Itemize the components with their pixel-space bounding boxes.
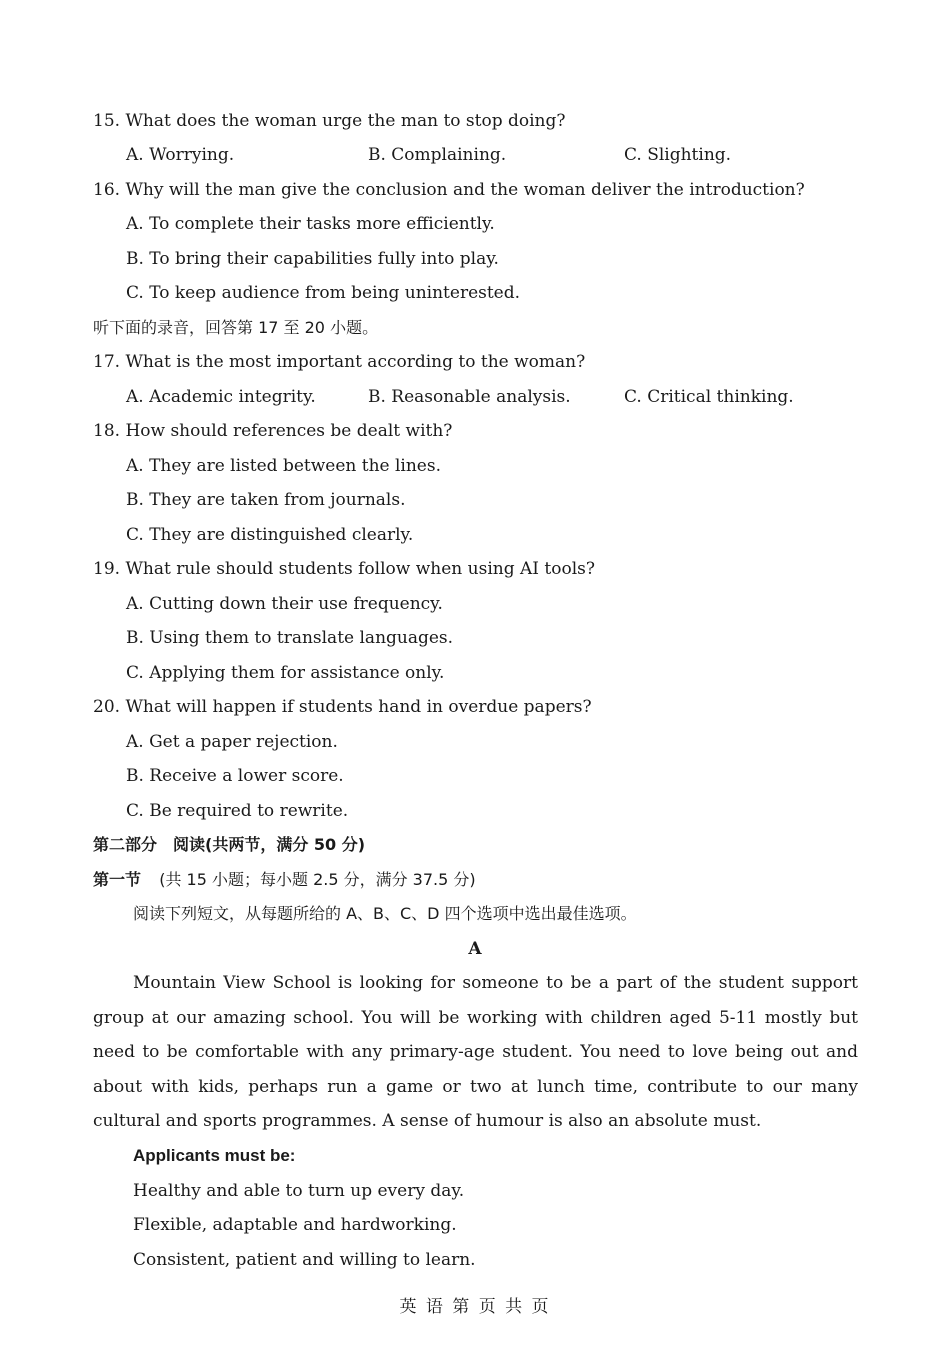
- section-one-label: 第一节: [93, 870, 142, 889]
- option-a: A. To complete their tasks more efficiently.: [126, 214, 495, 234]
- option-a: A. Academic integrity.: [126, 387, 316, 407]
- question-stem: 20. What will happen if students hand in overdue papers?: [93, 697, 592, 717]
- passage-paragraph: [93, 966, 858, 1139]
- question-stem: 17. What is the most important according to the woman?: [93, 352, 586, 372]
- passage-paragraph-text: Mountain View School is looking for someone to be a part of the student support group at our amazing school. You will be working with children aged 5-11 mostly but need to be comfortable with any primary-age student. You need to love being out and about with kids, perhaps run a game or two at lunch time, contribute to our many cultural and sports programmes. A sense of humour is also an absolute must.: [93, 973, 858, 1131]
- requirement-item: Consistent, patient and willing to learn.: [133, 1250, 476, 1270]
- question-stem: 15. What does the woman urge the man to stop doing?: [93, 111, 566, 131]
- requirement-item: Healthy and able to turn up every day.: [133, 1181, 465, 1201]
- option-b: B. They are taken from journals.: [126, 490, 406, 510]
- option-b: B. Using them to translate languages.: [126, 628, 454, 648]
- section-one-note: (共 15 小题；每小题 2.5 分，满分 37.5 分): [159, 870, 476, 889]
- part-two-title: 第二部分 阅读(共两节，满分 50 分): [93, 835, 366, 854]
- option-c: C. They are distinguished clearly.: [126, 525, 414, 545]
- section-one-heading: [93, 869, 476, 891]
- requirements-title: Applicants must be:: [133, 1146, 296, 1165]
- requirement-item: Flexible, adaptable and hardworking.: [133, 1215, 457, 1235]
- option-c: C. To keep audience from being uninterested.: [126, 283, 521, 303]
- option-c: C. Slighting.: [624, 145, 732, 165]
- option-a: A. They are listed between the lines.: [126, 456, 441, 476]
- option-a: A. Worrying.: [126, 145, 235, 165]
- option-b: B. Reasonable analysis.: [368, 387, 571, 407]
- listening-instruction: 听下面的录音，回答第 17 至 20 小题。: [93, 318, 379, 337]
- option-c: C. Critical thinking.: [624, 387, 794, 407]
- option-b: B. Complaining.: [368, 145, 507, 165]
- option-b: B. To bring their capabilities fully into play.: [126, 249, 499, 269]
- option-c: C. Applying them for assistance only.: [126, 663, 445, 683]
- option-b: B. Receive a lower score.: [126, 766, 344, 786]
- question-stem: 16. Why will the man give the conclusion and the woman deliver the introduction?: [93, 180, 805, 200]
- option-a: A. Cutting down their use frequency.: [126, 594, 443, 614]
- option-a: A. Get a paper rejection.: [126, 732, 338, 752]
- question-stem: 19. What rule should students follow when using AI tools?: [93, 559, 595, 579]
- passage-letter: A: [468, 939, 482, 959]
- question-stem: 18. How should references be dealt with?: [93, 421, 453, 441]
- page-footer: 英 语 第 页 共 页: [399, 1297, 551, 1317]
- option-c: C. Be required to rewrite.: [126, 801, 349, 821]
- reading-instruction: 阅读下列短文，从每题所给的 A、B、C、D 四个选项中选出最佳选项。: [133, 904, 637, 923]
